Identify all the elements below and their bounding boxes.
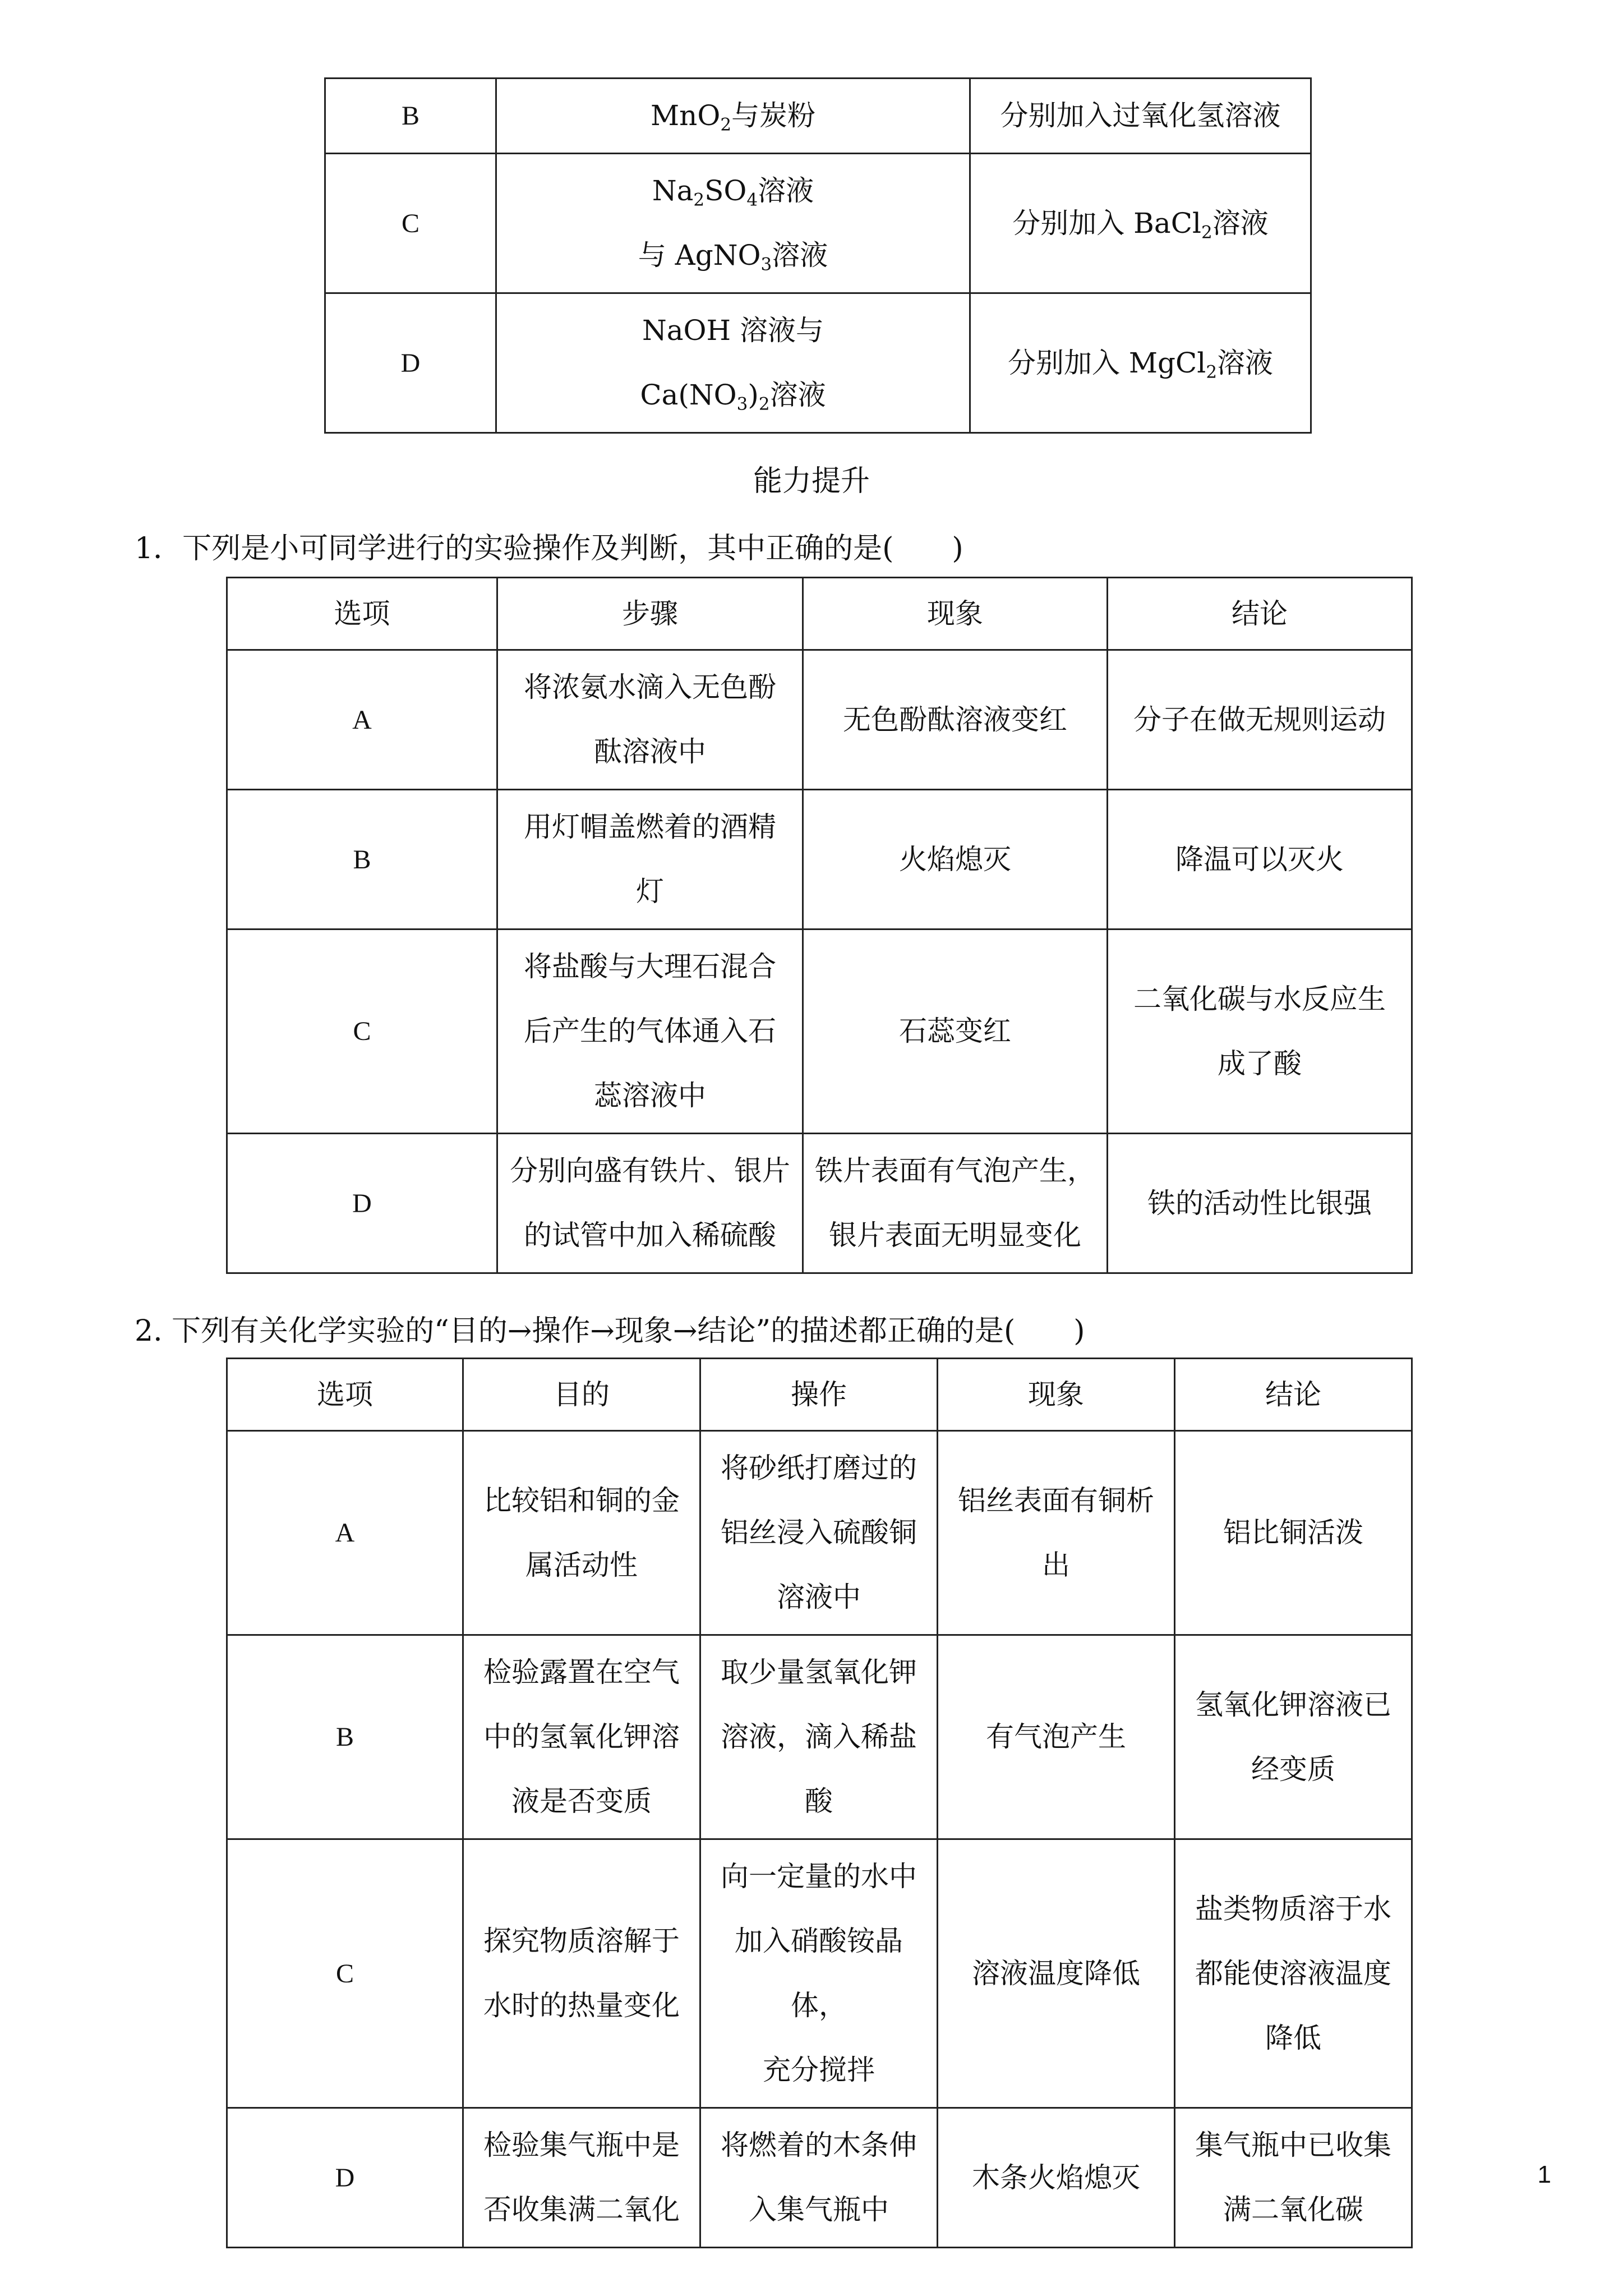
substances-cell: MnO$_2$与炭粉 xyxy=(496,79,970,154)
phenomenon-cell: 木条火焰熄灭 xyxy=(938,2108,1175,2248)
header-cell: 步骤 xyxy=(497,578,803,650)
option-cell: B xyxy=(227,790,497,930)
operation-cell: 取少量氢氧化钾 溶液，滴入稀盐 酸 xyxy=(700,1635,938,1839)
table-row xyxy=(227,790,1412,930)
purpose-cell: 探究物质溶解于 水时的热量变化 xyxy=(463,1839,700,2108)
option-cell: C xyxy=(227,930,497,1134)
option-cell: A xyxy=(227,1431,463,1635)
conclusion-cell: 二氧化碳与水反应生 成了酸 xyxy=(1108,930,1412,1134)
method-cell: 分别加入 BaCl$_2$溶液 xyxy=(970,154,1311,293)
phenomenon-cell: 铁片表面有气泡产生， 银片表面无明显变化 xyxy=(803,1134,1108,1273)
method-cell: 分别加入过氧化氢溶液 xyxy=(970,79,1311,154)
substances-cell: NaOH 溶液与 $Ca(NO_3)_2$溶液 xyxy=(496,293,970,433)
conclusion-cell: 集气瓶中已收集 满二氧化碳 xyxy=(1175,2108,1412,2248)
header-cell: 现象 xyxy=(803,578,1108,650)
purpose-cell: 比较铝和铜的金 属活动性 xyxy=(463,1431,700,1635)
option-cell: D xyxy=(227,1134,497,1273)
operation-cell: 将砂纸打磨过的 铝丝浸入硫酸铜 溶液中 xyxy=(700,1431,938,1635)
conclusion-cell: 分子在做无规则运动 xyxy=(1108,650,1412,790)
table-row xyxy=(227,1839,1412,2108)
operation-cell: 将燃着的木条伸 入集气瓶中 xyxy=(700,2108,938,2248)
option-cell: C xyxy=(227,1839,463,2108)
conclusion-cell: 铁的活动性比银强 xyxy=(1108,1134,1412,1273)
table-row xyxy=(227,930,1412,1134)
header-cell: 选项 xyxy=(227,578,497,650)
page-number: 1 xyxy=(1537,2161,1551,2188)
option-cell: C xyxy=(325,154,496,293)
step-cell: 将盐酸与大理石混合 后产生的气体通入石 蕊溶液中 xyxy=(497,930,803,1134)
phenomenon-cell: 溶液温度降低 xyxy=(938,1839,1175,2108)
operation-cell: 向一定量的水中 加入硝酸铵晶体， 充分搅拌 xyxy=(700,1839,938,2108)
phenomenon-cell: 无色酚酞溶液变红 xyxy=(803,650,1108,790)
phenomenon-cell: 有气泡产生 xyxy=(938,1635,1175,1839)
table-row xyxy=(227,1431,1412,1635)
reagent-table xyxy=(324,77,1312,434)
question-1-text: 1．下列是小可同学进行的实验操作及判断，其中正确的是( ) xyxy=(135,532,963,565)
step-cell: 将浓氨水滴入无色酚 酞溶液中 xyxy=(497,650,803,790)
purpose-cell: 检验露置在空气 中的氢氧化钾溶 液是否变质 xyxy=(463,1635,700,1839)
table-row xyxy=(325,293,1311,433)
conclusion-cell: 氢氧化钾溶液已 经变质 xyxy=(1175,1635,1412,1839)
step-cell: 分别向盛有铁片、银片 的试管中加入稀硫酸 xyxy=(497,1134,803,1273)
substances-cell: $Na_2SO_4$溶液 与 AgNO$_3$溶液 xyxy=(496,154,970,293)
header-cell: 结论 xyxy=(1108,578,1412,650)
table-row xyxy=(227,2108,1412,2248)
header-cell: 目的 xyxy=(463,1359,700,1431)
phenomenon-cell: 火焰熄灭 xyxy=(803,790,1108,930)
purpose-cell: 检验集气瓶中是 否收集满二氧化 xyxy=(463,2108,700,2248)
table-row xyxy=(325,154,1311,293)
conclusion-cell: 铝比铜活泼 xyxy=(1175,1431,1412,1635)
option-cell: D xyxy=(325,293,496,433)
question-2-text: 2. 下列有关化学实验的“目的→操作→现象→结论”的描述都正确的是( ) xyxy=(135,1314,1085,1348)
question-2-table xyxy=(226,1358,1413,2248)
option-cell: B xyxy=(227,1635,463,1839)
table-row xyxy=(227,650,1412,790)
step-cell: 用灯帽盖燃着的酒精 灯 xyxy=(497,790,803,930)
question-1-table xyxy=(226,577,1413,1274)
option-cell: D xyxy=(227,2108,463,2248)
option-cell: A xyxy=(227,650,497,790)
table-row xyxy=(325,79,1311,154)
method-cell: 分别加入 MgCl$_2$溶液 xyxy=(970,293,1311,433)
header-cell: 选项 xyxy=(227,1359,463,1431)
conclusion-cell: 盐类物质溶于水 都能使溶液温度 降低 xyxy=(1175,1839,1412,2108)
table-header-row xyxy=(227,578,1412,650)
phenomenon-cell: 铝丝表面有铜析 出 xyxy=(938,1431,1175,1635)
table-row xyxy=(227,1134,1412,1273)
header-cell: 结论 xyxy=(1175,1359,1412,1431)
header-cell: 现象 xyxy=(938,1359,1175,1431)
table-row xyxy=(227,1635,1412,1839)
table-header-row xyxy=(227,1359,1412,1431)
option-cell: B xyxy=(325,79,496,154)
section-title: 能力提升 xyxy=(753,464,870,498)
header-cell: 操作 xyxy=(700,1359,938,1431)
phenomenon-cell: 石蕊变红 xyxy=(803,930,1108,1134)
conclusion-cell: 降温可以灭火 xyxy=(1108,790,1412,930)
